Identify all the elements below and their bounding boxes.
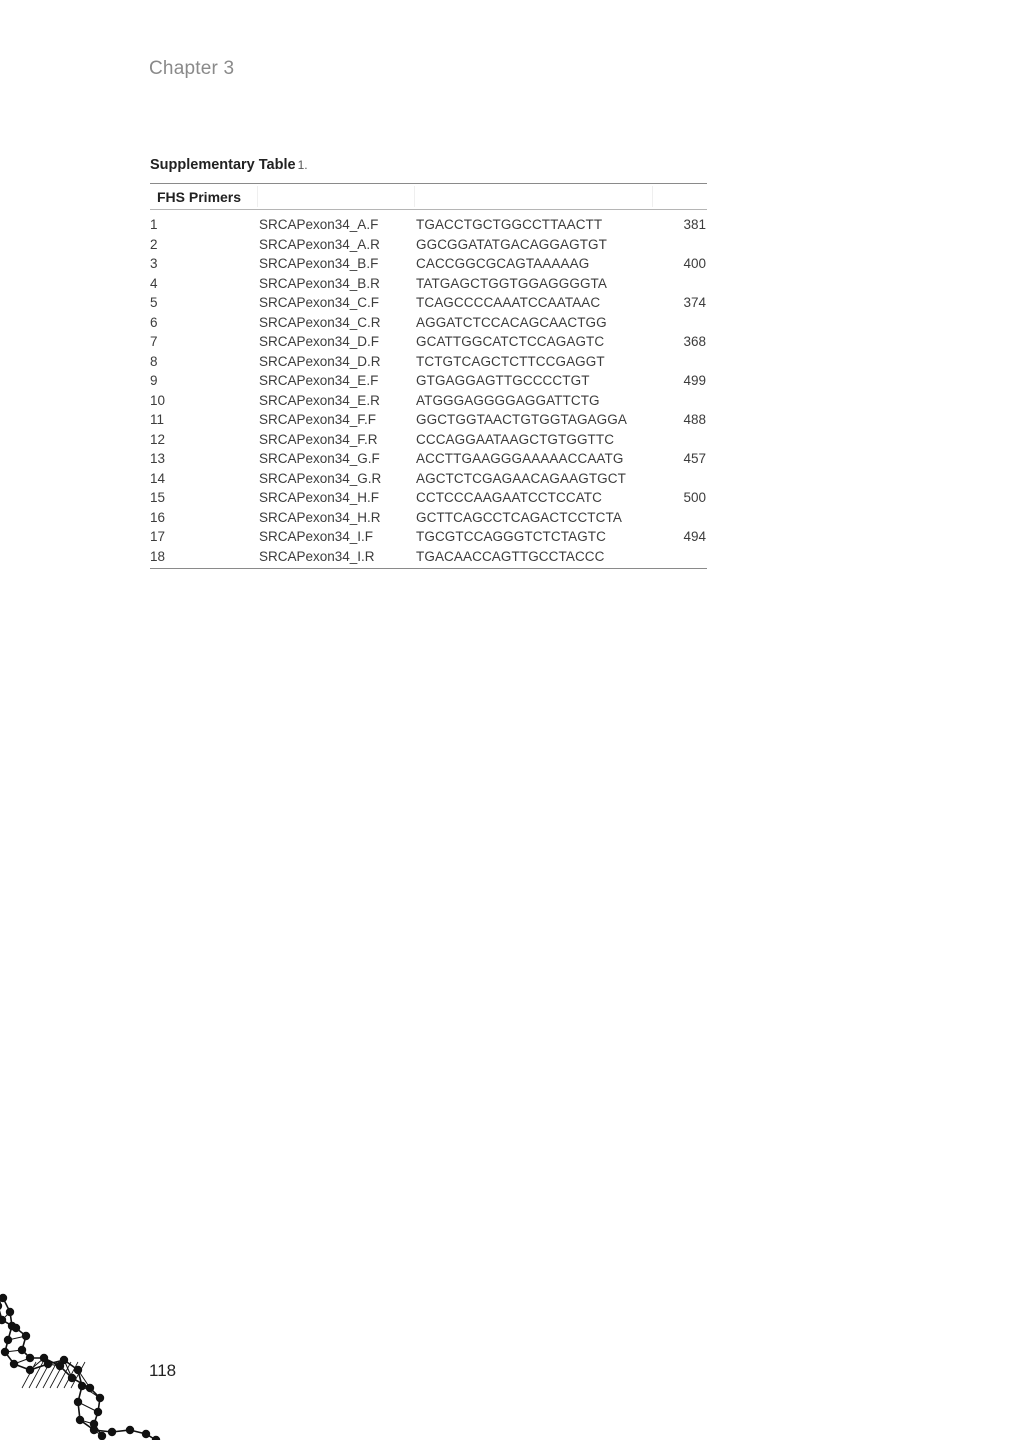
primer-name: SRCAPexon34_E.F xyxy=(259,373,379,388)
primer-name: SRCAPexon34_C.R xyxy=(259,314,381,330)
primer-name: SRCAPexon34_D.F xyxy=(259,334,380,349)
primer-sequence: GCTTCAGCCTCAGACTCCTCTA xyxy=(416,509,622,525)
primer-name: SRCAPexon34_A.R xyxy=(259,236,380,252)
row-number: 6 xyxy=(150,314,158,330)
row-number: 4 xyxy=(150,275,158,291)
row-number: 10 xyxy=(150,392,166,408)
primer-sequence: TATGAGCTGGTGGAGGGGTA xyxy=(416,275,607,291)
primer-name: SRCAPexon34_C.F xyxy=(259,295,380,310)
primer-name: SRCAPexon34_G.F xyxy=(259,451,380,466)
page-number: 118 xyxy=(149,1361,177,1380)
table-row xyxy=(150,449,707,469)
row-number: 2 xyxy=(150,236,158,252)
header-divider xyxy=(414,186,415,207)
row-number: 16 xyxy=(150,509,166,525)
primer-sequence: CCCAGGAATAAGCTGTGGTTC xyxy=(416,431,615,447)
header-divider xyxy=(257,186,258,207)
primer-name: SRCAPexon34_A.F xyxy=(259,217,379,232)
primer-name: SRCAPexon34_I.R xyxy=(259,548,375,564)
table-row xyxy=(150,352,707,372)
primer-name: SRCAPexon34_B.R xyxy=(259,275,380,291)
product-size: 400 xyxy=(683,256,706,271)
primer-name: SRCAPexon34_B.F xyxy=(259,256,379,271)
table-caption xyxy=(150,157,308,173)
primer-sequence: TGACCTGCTGGCCTTAACTT xyxy=(416,217,603,232)
row-number: 13 xyxy=(150,451,166,466)
primer-sequence: CACCGGCGCAGTAAAAAG xyxy=(416,256,590,271)
chapter-header: Chapter 3 xyxy=(149,58,235,79)
primer-name: SRCAPexon34_F.R xyxy=(259,431,378,447)
table-header-label: FHS Primers xyxy=(157,189,242,205)
primer-name: SRCAPexon34_I.F xyxy=(259,529,374,544)
table-row xyxy=(150,254,707,274)
row-number: 11 xyxy=(150,412,165,427)
table-row xyxy=(150,371,707,391)
table-header-row xyxy=(150,184,707,210)
product-size: 499 xyxy=(683,373,706,388)
table-row xyxy=(150,508,707,528)
table-body xyxy=(150,210,707,569)
row-number: 5 xyxy=(150,295,158,310)
product-size: 381 xyxy=(683,217,706,232)
primer-sequence: TCTGTCAGCTCTTCCGAGGT xyxy=(416,353,605,369)
row-number: 9 xyxy=(150,373,158,388)
primer-name: SRCAPexon34_F.F xyxy=(259,412,377,427)
table-row xyxy=(150,410,707,430)
table-row xyxy=(150,527,707,547)
row-number: 8 xyxy=(150,353,158,369)
primer-name: SRCAPexon34_H.R xyxy=(259,509,381,525)
product-size: 494 xyxy=(683,529,706,544)
row-number: 14 xyxy=(150,470,166,486)
primer-name: SRCAPexon34_D.R xyxy=(259,353,381,369)
row-number: 17 xyxy=(150,529,166,544)
row-number: 1 xyxy=(150,217,158,232)
row-number: 12 xyxy=(150,431,166,447)
primer-sequence: GGCGGATATGACAGGAGTGT xyxy=(416,236,608,252)
table-row xyxy=(150,274,707,294)
table-row xyxy=(150,235,707,255)
primer-name: SRCAPexon34_E.R xyxy=(259,392,380,408)
dna-helix-icon xyxy=(0,1290,170,1440)
primer-sequence: TGACAACCAGTTGCCTACCC xyxy=(416,548,605,564)
primer-sequence: GCATTGGCATCTCCAGAGTC xyxy=(416,334,605,349)
product-size: 488 xyxy=(683,412,706,427)
primer-name: SRCAPexon34_G.R xyxy=(259,470,382,486)
table-row xyxy=(150,547,707,567)
row-number: 15 xyxy=(150,490,166,505)
table-row xyxy=(150,293,707,313)
primer-sequence: GGCTGGTAACTGTGGTAGAGGA xyxy=(416,412,627,427)
row-number: 18 xyxy=(150,548,166,564)
primer-sequence: TGCGTCCAGGGTCTCTAGTC xyxy=(416,529,606,544)
table-row xyxy=(150,313,707,333)
caption-number: 1. xyxy=(297,158,308,172)
table-row xyxy=(150,469,707,489)
product-size: 500 xyxy=(683,490,706,505)
primer-sequence: AGCTCTCGAGAACAGAAGTGCT xyxy=(416,470,626,486)
product-size: 457 xyxy=(683,451,706,466)
table-row xyxy=(150,332,707,352)
table-row xyxy=(150,430,707,450)
table-row xyxy=(150,391,707,411)
product-size: 374 xyxy=(683,295,706,310)
primer-sequence: TCAGCCCCAAATCCAATAAC xyxy=(416,295,601,310)
primer-sequence: AGGATCTCCACAGCAACTGG xyxy=(416,314,607,330)
row-number: 7 xyxy=(150,334,158,349)
product-size: 368 xyxy=(683,334,706,349)
primer-table xyxy=(150,183,707,569)
primer-name: SRCAPexon34_H.F xyxy=(259,490,380,505)
primer-sequence: GTGAGGAGTTGCCCCTGT xyxy=(416,373,590,388)
primer-sequence: CCTCCCAAGAATCCTCCATC xyxy=(416,490,602,505)
primer-sequence: ACCTTGAAGGGAAAAACCAATG xyxy=(416,451,624,466)
header-divider xyxy=(652,186,653,207)
row-number: 3 xyxy=(150,256,158,271)
primer-sequence: ATGGGAGGGGAGGATTCTG xyxy=(416,392,600,408)
table-row xyxy=(150,488,707,508)
table-row xyxy=(150,215,707,235)
caption-label: Supplementary Table xyxy=(150,157,296,173)
